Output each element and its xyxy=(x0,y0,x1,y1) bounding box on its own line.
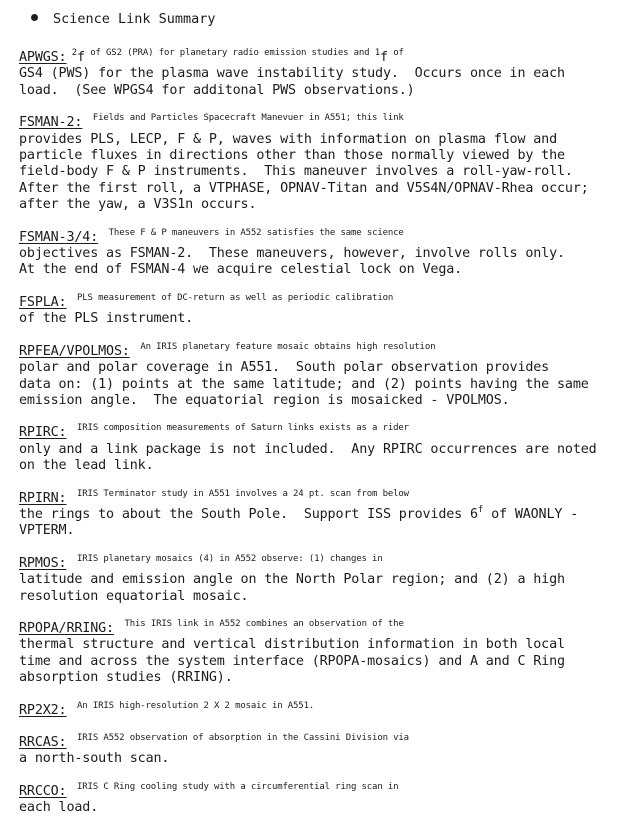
entry-text: load. (See WPGS4 for additonal PWS observations.) xyxy=(19,82,415,98)
superscript-f: PLS measurement of DC-return as well as periodic calibration xyxy=(66,292,394,303)
entry-text: the rings to about the South Pole. Support ISS provides 6 xyxy=(19,506,478,522)
entry-term: RPFEA/VPOLMOS: xyxy=(19,343,130,359)
entry-text: objectives as FSMAN-2. These maneuvers, however, involve rolls only. xyxy=(19,246,565,262)
entry-text: particle fluxes in directions other than those normally viewed by the xyxy=(19,148,565,164)
link-entry-rpirc xyxy=(19,425,619,474)
entry-text: field-body F & P instruments. This maneuver involves a roll-yaw-roll. xyxy=(19,164,573,180)
section-heading xyxy=(31,11,619,28)
entry-term: FSMAN-3/4: xyxy=(19,229,99,245)
entry-term: RP2X2: xyxy=(19,702,67,718)
link-summary-list xyxy=(19,50,619,817)
entry-line xyxy=(19,50,619,66)
entry-line xyxy=(19,311,619,327)
entry-term: RPIRC: xyxy=(19,425,67,441)
entry-line xyxy=(19,800,619,816)
entry-line xyxy=(19,341,619,360)
entry-line xyxy=(19,488,619,507)
entry-line xyxy=(19,197,619,213)
entry-term: RPOPA/RRING: xyxy=(19,620,114,636)
entry-term: RRCCO: xyxy=(19,783,67,799)
entry-text: After the first roll, a VTPHASE, OPNAV-Titan and V5S4N/OPNAV-Rhea occur; xyxy=(19,180,589,196)
entry-text: a north-south scan. xyxy=(19,751,170,767)
entry-text: thermal structure and vertical distribution information in both local xyxy=(19,637,565,653)
superscript-f: IRIS A552 observation of absorption in the Cassini Division via xyxy=(66,733,409,743)
entry-text: GS4 (PWS) for the plasma wave instability study. Occurs once in each xyxy=(19,66,565,82)
entry-text: latitude and emission angle on the North Polar region; and (2) a high xyxy=(19,572,565,588)
entry-term: FSPLA: xyxy=(19,294,67,310)
entry-text: provides PLS, LECP, F & P, waves with information on plasma flow and xyxy=(19,131,558,147)
link-entry-fsman-2 xyxy=(19,115,619,213)
entry-text: data on: (1) points at the same latitude; and (2) points having the same xyxy=(19,376,589,392)
superscript-f: IRIS composition measurements of Saturn links exists as a rider xyxy=(66,423,409,434)
entry-line xyxy=(19,670,619,686)
entry-line xyxy=(19,262,619,278)
entry-text: At the end of FSMAN-4 we acquire celestial lock on Vega. xyxy=(19,262,463,278)
entry-line xyxy=(19,618,619,637)
link-entry-fspla xyxy=(19,292,619,328)
link-entry-rp2x2 xyxy=(19,700,619,719)
superscript-f: IRIS C Ring cooling study with a circumferential ring scan in xyxy=(66,781,399,792)
entry-line xyxy=(19,654,619,670)
entry-line xyxy=(19,132,619,148)
superscript-f: of xyxy=(387,48,404,58)
superscript-f: 2 xyxy=(66,48,78,58)
entry-text: only and a link package is not included. Any RPIRC occurrences are noted xyxy=(19,441,597,457)
entry-text: after the yaw, a V3S1n occurs. xyxy=(19,197,257,213)
entry-line xyxy=(19,66,619,82)
entry-line xyxy=(19,246,619,262)
entry-line xyxy=(19,751,619,767)
entry-term: RPMOS: xyxy=(19,555,67,571)
link-entry-apwgs xyxy=(19,50,619,99)
link-entry-rrcas xyxy=(19,735,619,768)
entry-line xyxy=(19,425,619,441)
entry-text: f xyxy=(380,50,388,65)
bullet-icon xyxy=(31,14,38,21)
entry-text: resolution equatorial mosaic. xyxy=(19,588,249,604)
entry-term: FSMAN-2: xyxy=(19,115,83,131)
entry-line xyxy=(19,148,619,164)
entry-text: f xyxy=(77,50,85,65)
entry-line xyxy=(19,523,619,539)
entry-line xyxy=(19,83,619,99)
entry-line xyxy=(19,442,619,458)
superscript-f: This IRIS link in A552 combines an observation of the xyxy=(113,618,404,629)
link-entry-rpirn xyxy=(19,488,619,540)
entry-term: RRCAS: xyxy=(19,735,67,750)
link-entry-rpfea-vpolmos xyxy=(19,341,619,410)
entry-text: of WAONLY - xyxy=(483,506,579,522)
entry-line xyxy=(19,589,619,605)
entry-line xyxy=(19,115,619,131)
entry-line xyxy=(19,393,619,409)
superscript-f: An IRIS planetary feature mosaic obtains high resolution xyxy=(129,341,436,352)
document-page xyxy=(19,11,619,833)
link-entry-fsman-3-4 xyxy=(19,227,619,279)
superscript-f: IRIS Terminator study in A551 involves a 24 pt. scan from below xyxy=(66,488,409,499)
link-entry-rrcco xyxy=(19,781,619,817)
entry-line xyxy=(19,504,619,523)
superscript-f: IRIS planetary mosaics (4) in A552 observe: (1) changes in xyxy=(66,553,383,564)
entry-term: RPIRN: xyxy=(19,490,67,506)
entry-text: time and across the system interface (RPOPA-mosaics) and A and C Ring xyxy=(19,653,565,669)
entry-text: absorption studies (RRING). xyxy=(19,670,233,686)
entry-line xyxy=(19,637,619,653)
link-entry-rpopa-rring xyxy=(19,618,619,687)
entry-line xyxy=(19,360,619,376)
entry-line xyxy=(19,164,619,180)
entry-text: of the PLS instrument. xyxy=(19,311,194,327)
entry-line xyxy=(19,227,619,246)
entry-line xyxy=(19,553,619,572)
superscript-f: Fields and Particles Spacecraft Manevuer in A551; this link xyxy=(82,113,404,124)
entry-line xyxy=(19,781,619,800)
entry-text: polar and polar coverage in A551. South polar observation provides xyxy=(19,360,550,376)
entry-text: on the lead link. xyxy=(19,458,154,474)
entry-line xyxy=(19,458,619,474)
entry-line xyxy=(19,572,619,588)
entry-line xyxy=(19,181,619,197)
entry-term: APWGS: xyxy=(19,50,67,65)
link-entry-rpmos xyxy=(19,553,619,605)
entry-line xyxy=(19,700,619,719)
entry-line xyxy=(19,292,619,311)
entry-text: emission angle. The equatorial region is mosaicked - VPOLMOS. xyxy=(19,392,510,408)
heading-text: Science Link Summary xyxy=(53,11,216,27)
entry-line xyxy=(19,735,619,751)
entry-text: each load. xyxy=(19,800,99,816)
entry-line xyxy=(19,377,619,393)
superscript-f: These F & P maneuvers in A552 satisfies the same science xyxy=(98,227,404,238)
superscript-f: An IRIS high-resolution 2 X 2 mosaic in A551. xyxy=(66,700,315,711)
entry-text: VPTERM. xyxy=(19,523,75,539)
superscript-f: of GS2 (PRA) for planetary radio emission studies and 1 xyxy=(84,48,380,58)
superscript-f: f xyxy=(477,504,484,515)
